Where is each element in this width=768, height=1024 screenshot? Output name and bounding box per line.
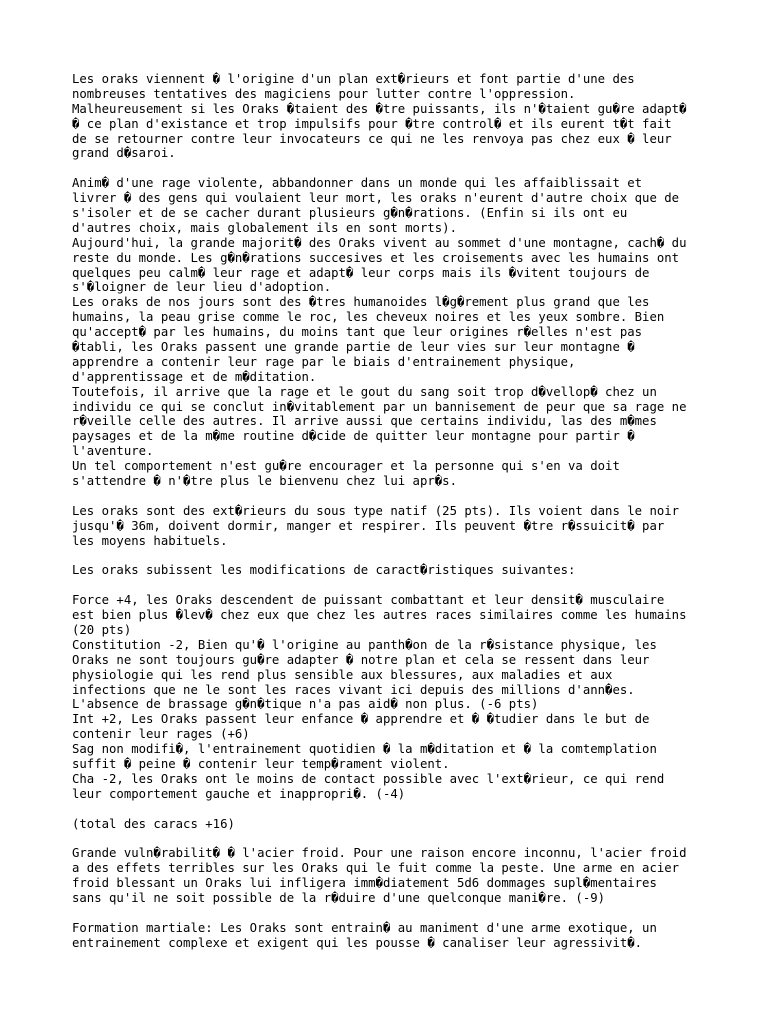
text-line: contenir leur rages (+6) xyxy=(72,727,250,742)
text-line: Anim� d'une rage violente, abbandonner dans un monde qui les affaiblissait et xyxy=(72,176,643,191)
blank-line xyxy=(72,802,712,817)
text-line: Les oraks de nos jours sont des �tres humanoides l�g�rement plus grand que les xyxy=(72,295,650,310)
text-line: Int +2, Les Oraks passent leur enfance � apprendre et � �tudier dans le but de xyxy=(72,712,650,727)
document-page xyxy=(72,72,712,951)
text-line: L'absence de brassage g�n�tique n'a pas aid� non plus. (-6 pts) xyxy=(72,697,539,712)
text-line: Un tel comportement n'est gu�re encourager et la personne qui s'en va doit xyxy=(72,459,620,474)
text-line: Les oraks viennent � l'origine d'un plan ext�rieurs et font partie d'une des xyxy=(72,72,635,86)
text-line: entrainement complexe et exigent qui les pousse � canaliser leur agressivit�. xyxy=(72,935,643,950)
text-line: d'autres choix, mais globalement ils en sont morts). xyxy=(72,220,457,235)
text-line: s'�loigner de leur lieu d'adoption. xyxy=(72,280,332,295)
blank-line xyxy=(72,489,712,504)
text-line: s'isoler et de se cacher durant plusieurs g�n�rations. (Enfin si ils ont eu xyxy=(72,206,628,221)
text-line: Sag non modifi�, l'entrainement quotidien � la m�ditation et � la comtemplation xyxy=(72,742,657,757)
text-line: livrer � des gens qui voulaient leur mort, les oraks n'eurent d'autre choix que de xyxy=(72,191,680,206)
text-line: physiologie qui les rend plus sensible aux blessures, aux maladies et aux xyxy=(72,667,613,682)
text-line: r�veille celle des autres. Il arrive aussi que certains individu, las des m�mes xyxy=(72,414,657,429)
text-line: (20 pts) xyxy=(72,622,132,637)
text-line: leur comportement gauche et inappropri�. (-4) xyxy=(72,786,406,801)
text-line: (total des caracs +16) xyxy=(72,816,235,831)
text-line: paysages et de la m�me routine d�cide de quitter leur montagne pour partir � xyxy=(72,429,635,444)
text-line: apprendre a contenir leur rage par le biais d'entrainement physique, xyxy=(72,354,576,369)
text-line: froid blessant un Oraks lui infligera imm�diatement 5d6 dommages supl�mentaires xyxy=(72,876,657,891)
text-line: a des effets terribles sur les Oraks qui le fuit comme la peste. Une arme en acier xyxy=(72,861,680,876)
text-line: humains, la peau grise comme le roc, les cheveux noires et les yeux sombre. Bien xyxy=(72,310,665,325)
text-line: s'attendre � n'�tre plus le bienvenu chez lui apr�s. xyxy=(72,474,457,489)
text-line: �tabli, les Oraks passent une grande partie de leur vies sur leur montagne � xyxy=(72,340,635,355)
text-line: Force +4, les Oraks descendent de puissant combattant et leur densit� musculaire xyxy=(72,593,665,608)
text-line: sans qu'il ne soit possible de la r�duire d'une quelconque mani�re. (-9) xyxy=(72,890,606,905)
text-line: Aujourd'hui, la grande majorit� des Oraks vivent au sommet d'une montagne, cach� du xyxy=(72,235,687,250)
text-line: grand d�saroi. xyxy=(72,146,176,161)
text-line: Les oraks subissent les modifications de caract�ristiques suivantes: xyxy=(72,563,576,578)
text-line: Oraks ne sont toujours gu�re adapter � notre plan et cela se ressent dans leur xyxy=(72,652,650,667)
blank-line xyxy=(72,578,712,593)
text-line: l'aventure. xyxy=(72,444,154,459)
text-line: quelques peu calm� leur rage et adapt� leur corps mais ils �vitent toujours de xyxy=(72,265,650,280)
text-line: d'apprentissage et de m�ditation. xyxy=(72,369,317,384)
text-line: reste du monde. Les g�n�rations succesives et les croisements avec les humains ont xyxy=(72,250,680,265)
blank-line xyxy=(72,549,712,564)
text-line: les moyens habituels. xyxy=(72,533,228,548)
text-line: Formation martiale: Les Oraks sont entrain� au maniment d'une arme exotique, un xyxy=(72,920,657,935)
text-line: Constitution -2, Bien qu'� l'origine au panth�on de la r�sistance physique, les xyxy=(72,637,657,652)
text-line: suffit � peine � contenir leur temp�rament violent. xyxy=(72,756,450,771)
text-line: nombreuses tentatives des magiciens pour lutter contre l'oppression. xyxy=(72,86,576,101)
text-line: Cha -2, les Oraks ont le moins de contact possible avec l'ext�rieur, ce qui rend xyxy=(72,771,665,786)
text-line: jusqu'� 36m, doivent dormir, manger et respirer. Ils peuvent �tre r�ssuicit� par xyxy=(72,518,665,533)
blank-line xyxy=(72,831,712,846)
blank-line xyxy=(72,161,712,176)
text-line: Malheureusement si les Oraks �taient des �tre puissants, ils n'�taient gu�re adapt� xyxy=(72,101,687,116)
text-line: � ce plan d'existance et trop impulsifs pour �tre control� et ils eurent t�t fait xyxy=(72,116,672,131)
text-line: Toutefois, il arrive que la rage et le gout du sang soit trop d�vellop� chez un xyxy=(72,384,657,399)
text-line: Grande vuln�rabilit� � l'acier froid. Pour une raison encore inconnu, l'acier froid xyxy=(72,846,687,861)
text-line: de se retourner contre leur invocateurs ce qui ne les renvoya pas chez eux � leur xyxy=(72,131,672,146)
text-line: qu'accept� par les humains, du moins tant que leur origines r�elles n'est pas xyxy=(72,325,643,340)
text-line: infections que ne le sont les races vivant ici depuis des millions d'ann�es. xyxy=(72,682,635,697)
text-line: est bien plus �lev� chez eux que chez les autres races similaires comme les humains xyxy=(72,608,687,623)
text-line: individu ce qui se conclut in�vitablement par un bannisement de peur que sa rage ne xyxy=(72,399,687,414)
blank-line xyxy=(72,906,712,921)
text-line: Les oraks sont des ext�rieurs du sous type natif (25 pts). Ils voient dans le noir xyxy=(72,503,680,518)
